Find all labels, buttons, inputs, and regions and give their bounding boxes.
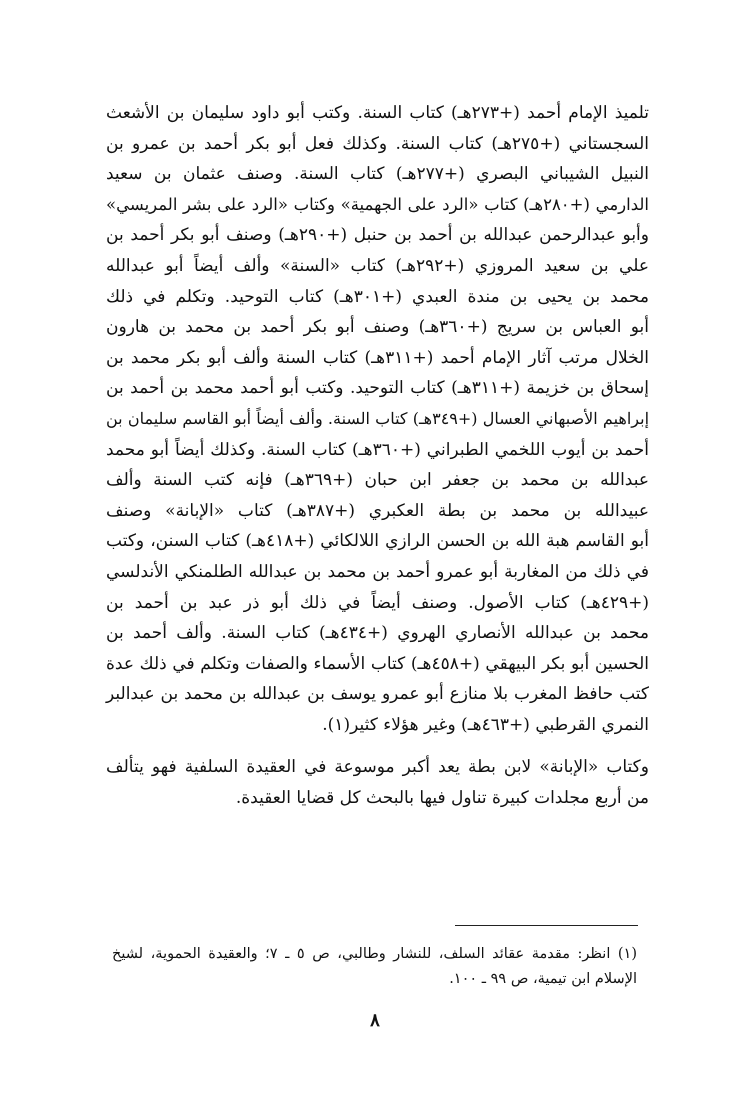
text-line: علي بن سعيد المروزي (+٢٩٢هـ) كتاب «السنة» وألف أيضاً أبو عبدالله (106, 255, 649, 276)
text-line: محمد بن عبدالله الأنصاري الهروي (+٤٣٤هـ) كتاب السنة. وألف أحمد بن (106, 623, 649, 644)
text-line: إسحاق بن خزيمة (+٣١١هـ) كتاب التوحيد. وكتب أبو أحمد محمد بن أحمد بن (106, 378, 650, 399)
page-number: ٨ (370, 1010, 380, 1031)
paragraph-gap (106, 740, 649, 752)
text-line: وأبو عبدالرحمن عبدالله بن أحمد بن حنبل (+٢٩٠هـ) وصنف أبو بكر أحمد بن (106, 225, 649, 246)
text-line: الدارمي (+٢٨٠هـ) كتاب «الرد على الجهمية» وكتاب «الرد على بشر المريسي» (106, 194, 649, 214)
text-line: من أربع مجلدات كبيرة تناول فيها بالبحث كل قضايا العقيدة. (235, 788, 649, 809)
text-line: النمري القرطبي (+٤٦٣هـ) وغير هؤلاء كثير(١). (322, 714, 649, 735)
text-line: السجستاني (+٢٧٥هـ) كتاب السنة. وكذلك فعل أبو بكر أحمد بن عمرو بن (106, 133, 649, 154)
text-line: أحمد بن أيوب اللخمي الطبراني (+٣٦٠هـ) كتاب السنة. وكذلك أيضاً أبو محمد (106, 439, 649, 460)
text-line: في ذلك من المغاربة أبو عمرو أحمد بن محمد بن عبدالله الطلمنكي الأندلسي (106, 561, 649, 582)
footnote-line: الإسلام ابن تيمية، ص ٩٩ ـ ١٠٠. (449, 971, 637, 987)
text-line: الحسين أبو بكر البيهقي (+٤٥٨هـ) كتاب الأسماء والصفات وتكلم في ذلك عدة (106, 653, 649, 674)
footnote (112, 942, 637, 992)
text-line: عبدالله بن محمد بن جعفر ابن حبان (+٣٦٩هـ) فإنه كتب السنة وألف (106, 470, 649, 491)
text-line: تلميذ الإمام أحمد (+٢٧٣هـ) كتاب السنة. وكتب أبو داود سليمان بن الأشعث (106, 103, 649, 123)
text-line: أبو العباس بن سريج (+٣٦٠هـ) وصنف أبو بكر أحمد بن محمد بن هارون (106, 317, 649, 338)
footnote-line: (١) انظر: مقدمة عقائد السلف، للنشار وطالبي، ص ٥ ـ ٧؛ والعقيدة الحموية، لشيخ (112, 946, 637, 962)
text-line: (+٤٢٩هـ) كتاب الأصول. وصنف أيضاً في ذلك أبو ذر عبد بن أحمد بن (106, 592, 649, 613)
text-line: وكتاب «الإبانة» لابن بطة يعد أكبر موسوعة في العقيدة السلفية فهو يتألف (106, 757, 649, 778)
text-line: أبو القاسم هبة الله بن الحسن الرازي اللالكائي (+٤١٨هـ) كتاب السنن، وكتب (106, 531, 649, 552)
text-line: النبيل الشيباني البصري (+٢٧٧هـ) كتاب السنة. وصنف عثمان بن سعيد (106, 164, 649, 185)
footnote-divider (455, 925, 638, 926)
text-line: كتب حافظ المغرب بلا منازع أبو عمرو يوسف بن عبدالله بن محمد بن عبدالبر (106, 684, 649, 705)
main-text (106, 98, 649, 814)
text-line: إبراهيم الأصبهاني العسال (+٣٤٩هـ) كتاب السنة. وألف أيضاً أبو القاسم سليمان بن (106, 408, 650, 428)
text-line: محمد بن يحيى بن مندة العبدي (+٣٠١هـ) كتاب التوحيد. وتكلم في ذلك (106, 286, 649, 307)
text-line: الخلال مرتب آثار الإمام أحمد (+٣١١هـ) كتاب السنة وألف أبو بكر محمد بن (106, 347, 650, 368)
text-line: عبيدالله بن محمد بن بطة العكبري (+٣٨٧هـ) كتاب «الإبانة» وصنف (106, 500, 650, 521)
